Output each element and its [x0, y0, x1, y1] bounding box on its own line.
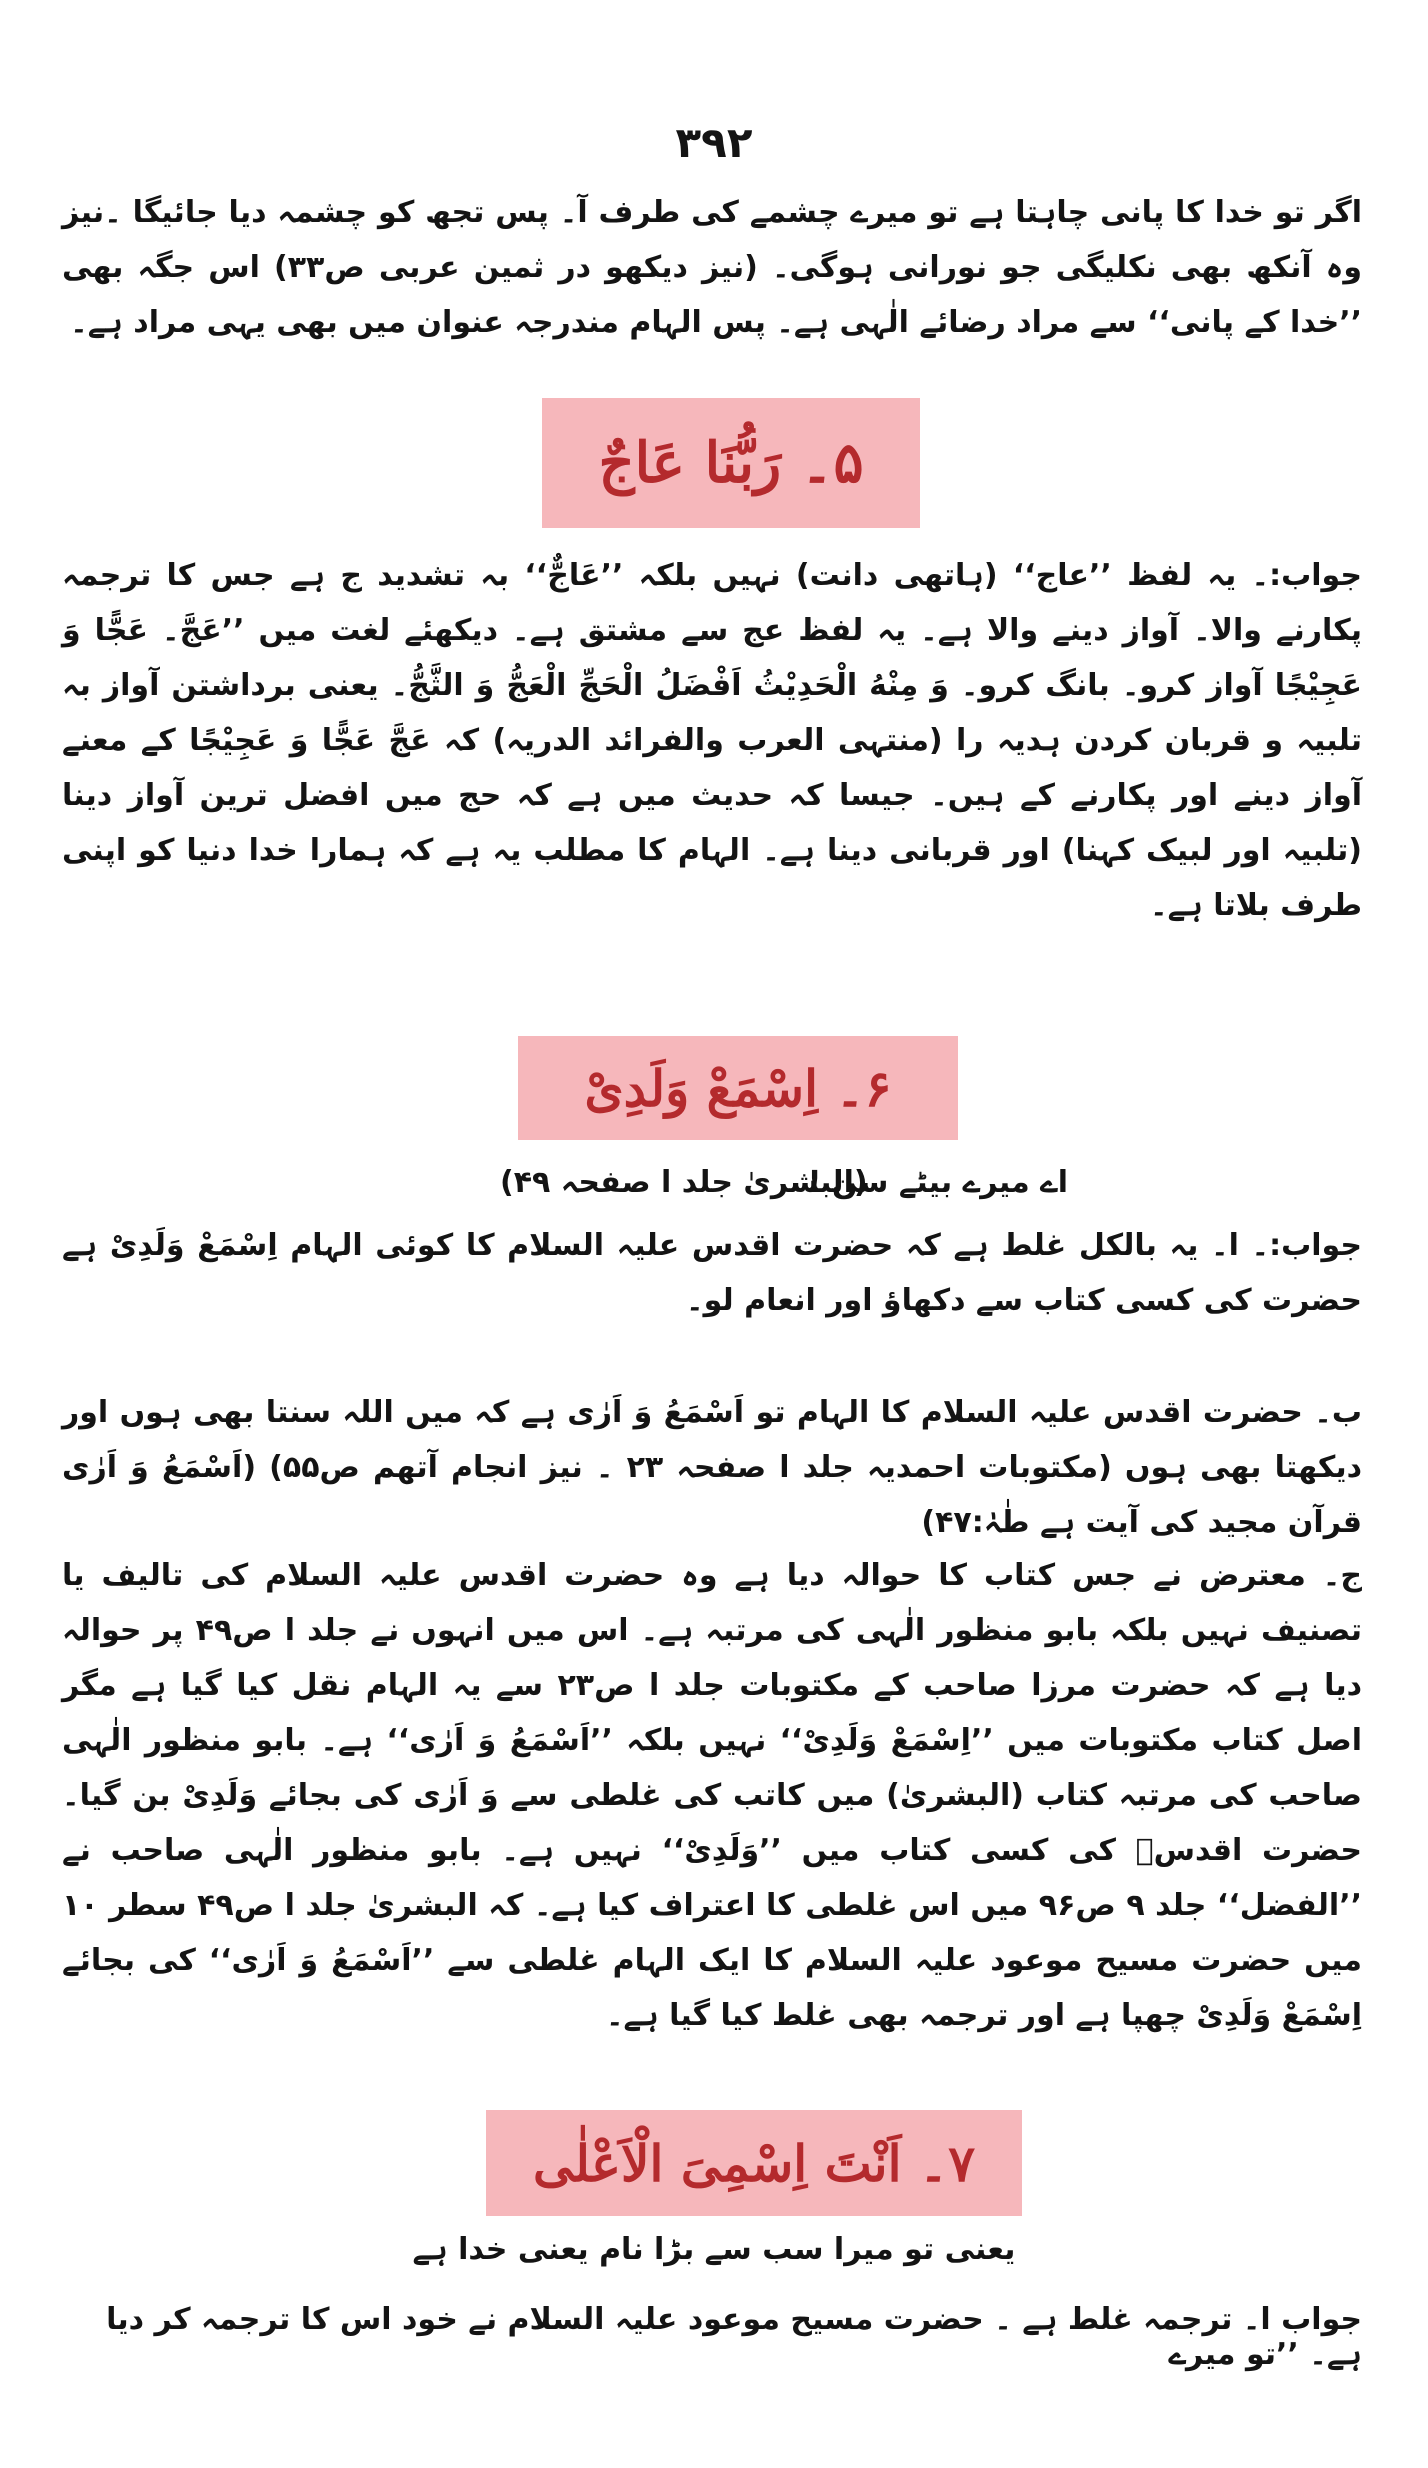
section-6-translation: اے میرے بیٹے سن !	[807, 1165, 1068, 1200]
section-6-answer-be: ب۔ حضرت اقدس علیہ السلام کا الہام تو اَسْمَعُ وَ اَرٰی ہے کہ میں اللہ سنتا بھی ہوں اور دیکھتا بھی ہوں (مکتوبات احمدیہ جلد ا صفحہ ۲۳ ۔ نیز انجام آتھم ص۵۵) (اَسْمَعُ وَ اَرٰی قرآن مجید کی آیت ہے طٰہٰ:۴۷)	[62, 1395, 1362, 1540]
section-7-answer: جواب ا۔ ترجمہ غلط ہے ۔ حضرت مسیح موعود علیہ السلام نے خود اس کا ترجمہ کر دیا ہے۔ ’’تو میرے	[106, 2302, 1362, 2372]
section-6-answer-alif: جواب:۔ ا۔ یہ بالکل غلط ہے کہ حضرت اقدس علیہ السلام کا کوئی الہام اِسْمَعْ وَلَدِیْ ہے حضرت کی کسی کتاب سے دکھاؤ اور انعام لو۔	[62, 1228, 1362, 1318]
section-6-heading: ۶۔ اِسْمَعْ وَلَدِیْ	[518, 1036, 958, 1140]
section-5-heading: ۵۔ رَبُّنَا عَاجٌ	[542, 398, 920, 528]
page-number: ۳۹۲	[675, 118, 753, 167]
section-6-subline	[0, 1163, 1428, 1203]
section-7-translation: یعنی تو میرا سب سے بڑا نام یعنی خدا ہے	[412, 2232, 1016, 2267]
section-7-heading: ۷۔ اَنْتَ اِسْمِیَ الْاَعْلٰی	[486, 2110, 1022, 2216]
section-5-answer: جواب:۔ یہ لفظ ’’عاج‘‘ (ہاتھی دانت) نہیں بلکہ ’’عَاجٌّ‘‘ بہ تشدید ج ہے جس کا ترجمہ پکارنے والا۔ آواز دینے والا ہے۔ یہ لفظ عج سے مشتق ہے۔ دیکھئے لغت میں ’’عَجَّ۔ عَجًّا وَ عَجِیْجًا آواز کرو۔ بانگ کرو۔ وَ مِنْهُ الْحَدِیْثُ اَفْضَلُ الْحَجِّ الْعَجُّ وَ الثَّجُّ۔ یعنی برداشتن آواز بہ تلبیہ و قربان کردن ہدیہ را (منتہی العرب والفرائد الدریہ) کہ عَجَّ عَجًّا وَ عَجِیْجًا کے معنے آواز دینے اور پکارنے کے ہیں۔ جیسا کہ حدیث میں ہے کہ حج میں افضل ترین آواز دینا (تلبیہ اور لبیک کہنا) اور قربانی دینا ہے۔ الہام کا مطلب یہ ہے کہ ہمارا خدا دنیا کو اپنی طرف بلاتا ہے۔	[62, 558, 1362, 923]
section-6-reference: (البشریٰ جلد ا صفحہ ۴۹)	[500, 1165, 868, 1200]
section-6-answer-jeem: ج۔ معترض نے جس کتاب کا حوالہ دیا ہے وہ حضرت اقدس علیہ السلام کی تالیف یا تصنیف نہیں بلکہ بابو منظور الٰہی کی مرتبہ ہے۔ اس میں انہوں نے جلد ا ص۴۹ پر حوالہ دیا ہے کہ حضرت مرزا صاحب کے مکتوبات جلد ا ص۲۳ سے یہ الہام نقل کیا گیا ہے مگر اصل کتاب مکتوبات میں ’’اِسْمَعْ وَلَدِیْ‘‘ نہیں بلکہ ’’اَسْمَعُ وَ اَرٰی‘‘ ہے۔ بابو منظور الٰہی صاحب کی مرتبہ کتاب (البشریٰ) میں کاتب کی غلطی سے وَ اَرٰی کی بجائے وَلَدِیْ بن گیا۔ حضرت اقدسؑ کی کسی کتاب میں ’’وَلَدِیْ‘‘ نہیں ہے۔ بابو منظور الٰہی صاحب نے ’’الفضل‘‘ جلد ۹ ص۹۶ میں اس غلطی کا اعتراف کیا ہے۔ کہ البشریٰ جلد ا ص۴۹ سطر ۱۰ میں حضرت مسیح موعود علیہ السلام کا ایک الہام غلطی سے ’’اَسْمَعُ وَ اَرٰی‘‘ کی بجائے اِسْمَعْ وَلَدِیْ چھپا ہے اور ترجمہ بھی غلط کیا گیا ہے۔	[62, 1558, 1363, 2033]
intro-paragraph: اگر تو خدا کا پانی چاہتا ہے تو میرے چشمے کی طرف آ۔ پس تجھ کو چشمہ دیا جائیگا ۔نیز وہ آنکھ بھی نکلیگی جو نورانی ہوگی۔ (نیز دیکھو در ثمین عربی ص۳۳) اس جگہ بھی ’’خدا کے پانی‘‘ سے مراد رضائے الٰہی ہے۔ پس الہام مندرجہ عنوان میں بھی یہی مراد ہے۔	[62, 195, 1362, 340]
